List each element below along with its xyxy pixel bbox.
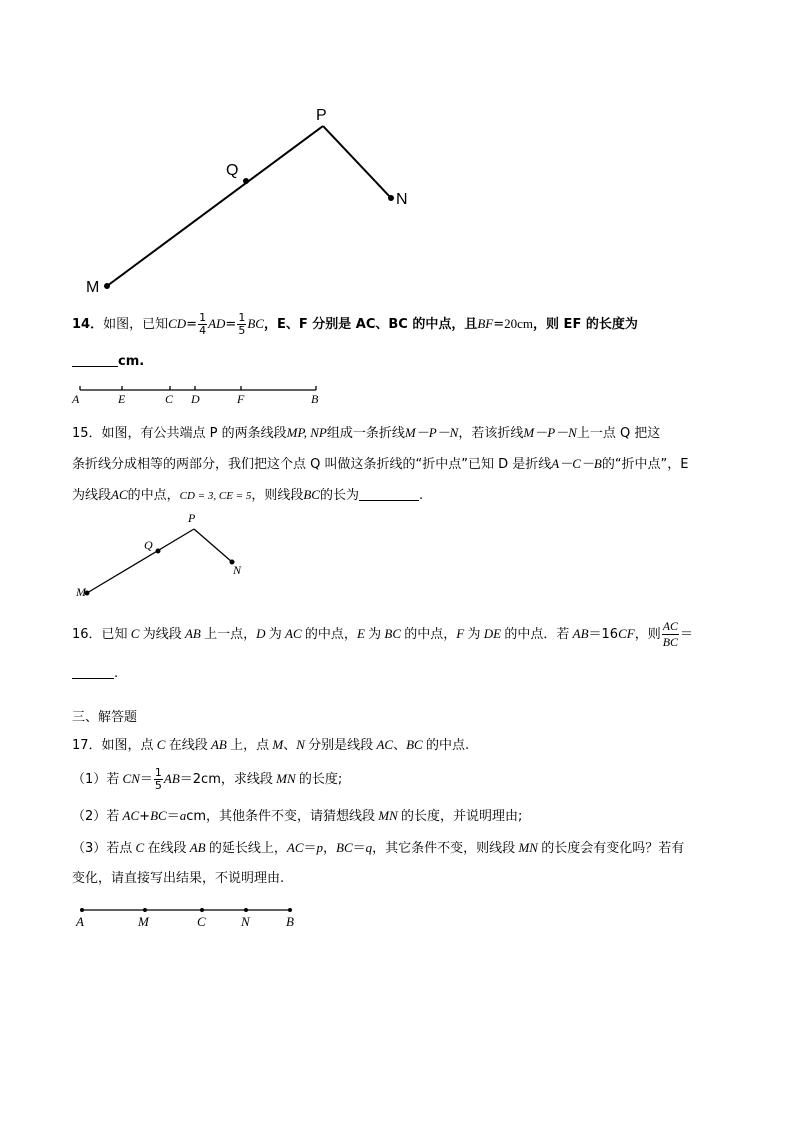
q16-text-i: 的中点， xyxy=(304,627,357,642)
q16-d: D xyxy=(256,626,269,641)
figure-segment-aecdfb xyxy=(66,380,336,406)
q14-intro: 如图，已知 xyxy=(103,317,169,332)
q14-answer-blank[interactable] xyxy=(72,352,118,367)
point-n-seg xyxy=(244,908,248,912)
q15-text-a: 15．如图，有公共端点 P 的两条线段 xyxy=(72,426,287,441)
q14-line2 xyxy=(72,352,144,371)
segment-mp xyxy=(107,126,323,286)
point-c xyxy=(200,908,204,912)
segment-pn xyxy=(323,126,391,198)
segment-mp-small xyxy=(87,529,194,593)
label-n-small: N xyxy=(233,563,242,577)
label-m-small: M xyxy=(76,585,86,599)
q17-part2: （2）若 AC+BC＝acm，其他条件不变，请猜想线段 MN 的长度，并说明理由; xyxy=(72,808,523,824)
q17-part3-line2: 变化，请直接写出结果，不说明理由. xyxy=(72,871,285,886)
q14-bc: BC xyxy=(247,316,264,331)
figure-polyline-mpn xyxy=(80,100,420,300)
label-n-seg: N xyxy=(241,914,250,929)
q15-text-3a: 为线段 xyxy=(72,488,112,503)
q14-bf: BF xyxy=(477,316,494,331)
label-p-small: P xyxy=(188,511,196,525)
q14-ad: AD xyxy=(208,316,226,331)
label-a: A xyxy=(72,392,80,406)
q15-text-g: 上一点 Q 把这 xyxy=(576,426,661,441)
q15-text-3e: ，则线段 xyxy=(251,488,304,503)
q15-mpn-1: M－P－N xyxy=(404,425,459,440)
q16-text-q: 的中点．若 xyxy=(504,627,570,642)
q15-text-2a: 条折线分成相等的两部分，我们把这个点 Q 叫做这条折线的“折中点”已知 D 是折线 xyxy=(72,457,552,472)
q15-text-2c: 的“折中点”，E xyxy=(601,457,689,472)
q15-text-c: 组成一条折线 xyxy=(326,426,405,441)
q16-cf: CF xyxy=(618,626,635,641)
q15-line2 xyxy=(72,455,689,474)
q16-ab2: AB xyxy=(569,626,589,641)
label-q: Q xyxy=(226,162,239,179)
q15-period: . xyxy=(419,488,424,503)
q15-ac: AC xyxy=(111,487,128,502)
q14-mid-text: ，E、F 分别是 AC、BC 的中点，且 xyxy=(263,317,478,332)
point-q-small xyxy=(156,549,161,554)
q16-line1 xyxy=(72,618,693,651)
q16-text-g: 为 xyxy=(268,627,282,642)
figure-segment-amcnb xyxy=(70,902,310,932)
label-d: D xyxy=(191,392,200,406)
q15-given: CD = 3, CE = 5 xyxy=(179,490,252,502)
label-p: P xyxy=(316,107,327,124)
q16-e: E xyxy=(356,626,369,641)
q16-text-c: 为线段 xyxy=(142,627,182,642)
q14-number: 14． xyxy=(72,317,104,332)
point-b xyxy=(288,908,292,912)
q17-part1: （1）若 CN＝ $\frac{1}{5}$ AB＝2cm，求线段 MN 的长度; xyxy=(72,766,343,792)
label-m-seg: M xyxy=(138,914,149,929)
q16-text-e: 上一点， xyxy=(204,627,257,642)
q15-text-e: ，若该折线 xyxy=(458,426,524,441)
q14-frac-fifth: $\frac{1}{5}$ xyxy=(238,311,246,337)
q15-text-3c: 的中点， xyxy=(127,488,180,503)
q15-line1 xyxy=(72,424,660,443)
q16-text-o: 为 xyxy=(467,627,481,642)
q14-line1 xyxy=(72,312,638,337)
q16-bc: BC xyxy=(381,626,405,641)
q15-mp-np: MP, NP xyxy=(286,425,327,440)
label-c: C xyxy=(165,392,174,406)
section-title: 三、解答题 xyxy=(72,710,138,725)
q14-unit: cm. xyxy=(118,354,145,369)
q16-c: C xyxy=(127,626,143,641)
segment-pn-small xyxy=(194,529,232,562)
q15-text-3g: 的长为 xyxy=(319,488,359,503)
q16-line2 xyxy=(72,664,118,683)
q15-answer-blank[interactable] xyxy=(359,486,419,501)
q16-f: F xyxy=(456,626,468,641)
q14-cd: CD xyxy=(168,316,187,331)
q17-frac-fifth: $\frac{1}{5}$ xyxy=(154,766,162,792)
label-c-seg: C xyxy=(197,914,206,929)
q17-stem: 17．如图，点 C 在线段 AB 上，点 M、N 分别是线段 AC、BC 的中点. xyxy=(72,737,470,753)
q16-text-k: 为 xyxy=(368,627,382,642)
q14-bf-value: 20cm xyxy=(504,316,534,331)
label-n: N xyxy=(396,191,408,208)
label-b: B xyxy=(311,392,319,406)
q16-a: 16．已知 xyxy=(72,627,128,642)
label-a-seg: A xyxy=(76,914,84,929)
q14-eq1: = xyxy=(186,317,198,332)
q16-de: DE xyxy=(480,626,505,641)
q14-frac-quarter: $\frac{1}{4}$ xyxy=(199,311,207,337)
point-a xyxy=(80,908,84,912)
q16-text-v: ＝ xyxy=(680,627,694,642)
q15-bc: BC xyxy=(303,487,320,502)
label-f: F xyxy=(237,392,245,406)
q14-eq2: = xyxy=(225,317,237,332)
point-m-seg xyxy=(143,908,147,912)
q14-tail: ，则 EF 的长度为 xyxy=(533,317,638,332)
q16-period: . xyxy=(114,666,119,681)
label-b-seg: B xyxy=(286,914,294,929)
q16-ac: AC xyxy=(281,626,305,641)
point-q xyxy=(243,178,249,184)
point-n xyxy=(388,195,394,201)
figure-polyline-small xyxy=(70,508,260,608)
q16-ab: AB xyxy=(181,626,205,641)
point-m xyxy=(104,283,110,289)
q14-eq3: = xyxy=(493,317,505,332)
q16-text-m: 的中点， xyxy=(404,627,457,642)
q17-part3: （3）若点 C 在线段 AB 的延长线上，AC＝p，BC＝q，其它条件不变，则线段 MN 的长度会有变化吗？若有 xyxy=(72,840,685,856)
label-m: M xyxy=(86,279,100,296)
q16-ratio: $\frac{AC}{BC}$ xyxy=(662,619,679,649)
q15-mpn-2: M－P－N xyxy=(523,425,577,440)
q16-text-s: ＝16 xyxy=(588,627,619,642)
q15-acb: A－C－B xyxy=(551,456,602,471)
label-q-small: Q xyxy=(144,538,153,552)
q16-text-u: ，则 xyxy=(634,627,661,642)
q16-answer-blank[interactable] xyxy=(72,664,114,679)
q15-line3 xyxy=(72,486,423,505)
label-e: E xyxy=(118,392,126,406)
